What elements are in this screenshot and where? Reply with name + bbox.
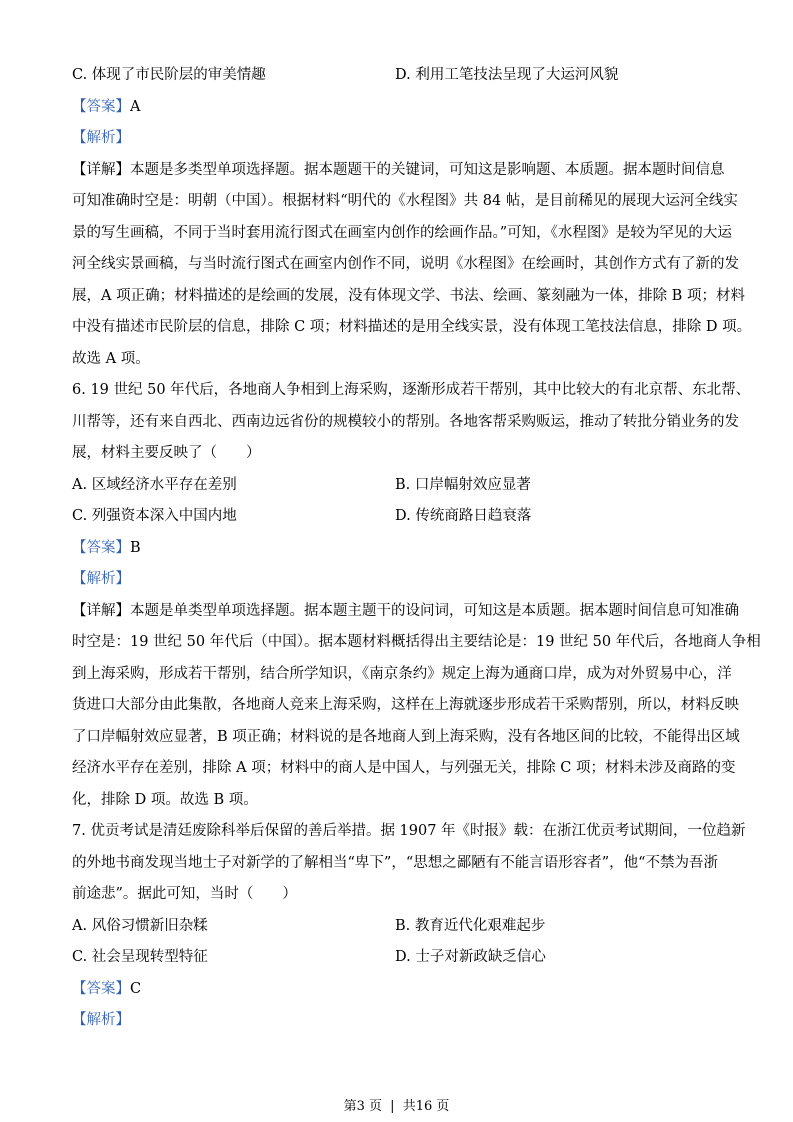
detail-line: 河全线实景画稿，与当时流行图式在画室内创作不同，说明《水程图》在绘画时，其创作方式有了新的发 xyxy=(72,256,739,272)
analysis-tag: 【解析】 xyxy=(72,571,130,587)
q6-stem xyxy=(72,375,751,470)
detail-line: 货进口大部分由此集散，各地商人竞来上海采购，这样在上海就逐步形成若干采购帮别，所以，材料反映 xyxy=(72,697,739,713)
detail-tag: 【详解】 xyxy=(72,161,130,178)
stem-line: 展，材料主要反映了（ ） xyxy=(72,445,261,461)
answer-value: B xyxy=(130,539,141,556)
detail-line: 可知准确时空是：明朝（中国）。根据材料“明代的《水程图》共 84 帖，是目前稀见的展现大运河全线实 xyxy=(72,193,738,209)
q6-analysis-heading xyxy=(72,564,722,596)
detail-line: 【详解】本题是单类型单项选择题。据本题主题干的设问词，可知这是本质题。据本题时间信息可知准确 xyxy=(72,602,739,619)
stem-line: 6. 19 世纪 50 年代后，各地商人争相到上海采购，逐渐形成若干帮别，其中比较大的有北京帮、东北帮、 xyxy=(72,382,751,398)
q7-analysis-heading xyxy=(72,1005,722,1037)
q6-option-c: C. 列强资本深入中国内地 xyxy=(72,508,237,524)
stem-line: 的外地书商发现当地士子对新学的了解相当“卑下”，“思想之鄙陋有不能言语形容者”，他“不禁为吾浙 xyxy=(72,854,719,871)
analysis-tag: 【解析】 xyxy=(72,130,130,146)
answer-tag: 【答案】 xyxy=(72,98,130,115)
q6-answer xyxy=(72,533,722,565)
document-page xyxy=(72,60,761,1037)
q7-option-c: C. 社会呈现转型特征 xyxy=(72,949,208,965)
q7-answer xyxy=(72,974,722,1006)
page-footer xyxy=(0,1095,793,1114)
q7-option-b: B. 教育近代化艰难起步 xyxy=(395,917,546,934)
q6-options-ab xyxy=(72,470,722,502)
detail-line: 故选 A 项。 xyxy=(72,350,150,367)
q7-option-a: A. 风俗习惯新旧杂糅 xyxy=(72,917,208,934)
detail-line: 展，A 项正确；材料描述的是绘画的发展，没有体现文学、书法、绘画、篆刻融为一体，排除 B 项；材料 xyxy=(72,287,745,304)
q5-answer xyxy=(72,92,722,124)
answer-value: C xyxy=(130,980,142,997)
stem-line: 7. 优贡考试是清廷废除科举后保留的善后举措。据 1907 年《时报》载：在浙江优贡考试期间，一位趋新 xyxy=(72,823,746,839)
q6-option-b: B. 口岸幅射效应显著 xyxy=(395,476,531,493)
answer-tag: 【答案】 xyxy=(72,980,130,997)
detail-line: 时空是：19 世纪 50 年代后（中国）。据本题材料概括得出主要结论是：19 世纪 50 年代后，各地商人争相 xyxy=(72,634,761,650)
footer-separator: | xyxy=(390,1099,395,1114)
q7-stem xyxy=(72,816,746,911)
q5-options-cd xyxy=(72,60,722,92)
detail-line: 经济水平存在差别，排除 A 项；材料中的商人是中国人，与列强无关，排除 C 项；材料未涉及商路的变 xyxy=(72,760,736,776)
stem-line: 川帮等，还有来自西北、西南边远省份的规模较小的帮别。各地客帮采购贩运，推动了转批分销业务的发 xyxy=(72,413,739,430)
q5-option-c: C. 体现了市民阶层的审美情趣 xyxy=(72,67,266,83)
q5-detail xyxy=(72,155,752,376)
q6-option-d: D. 传统商路日趋衰落 xyxy=(395,508,532,524)
analysis-tag: 【解析】 xyxy=(72,1012,130,1028)
q5-analysis-heading xyxy=(72,123,722,155)
q5-option-d: D. 利用工笔技法呈现了大运河风貌 xyxy=(395,67,619,83)
q7-options-ab xyxy=(72,911,722,943)
q6-option-a: A. 区域经济水平存在差别 xyxy=(72,476,237,493)
page-total: 共16 页 xyxy=(402,1099,450,1114)
answer-value: A xyxy=(130,98,141,115)
detail-tag: 【详解】 xyxy=(72,602,130,619)
q6-options-cd xyxy=(72,501,722,533)
detail-line: 景的写生画稿，不同于当时套用流行图式在画室内创作的绘画作品。”可知，《水程图》是较为罕见的大运 xyxy=(72,224,732,241)
q7-options-cd xyxy=(72,942,722,974)
q6-detail xyxy=(72,596,761,817)
detail-line: 了口岸幅射效应显著，B 项正确；材料说的是各地商人到上海采购，没有各地区间的比较，不能得出区域 xyxy=(72,728,740,745)
detail-line: 到上海采购，形成若干帮别，结合所学知识，《南京条约》规定上海为通商口岸，成为对外贸易中心，洋 xyxy=(72,665,732,682)
answer-tag: 【答案】 xyxy=(72,539,130,556)
detail-line: 中没有描述市民阶层的信息，排除 C 项；材料描述的是用全线实景，没有体现工笔技法信息，排除 D 项。 xyxy=(72,319,752,335)
detail-line: 【详解】本题是多类型单项选择题。据本题题干的关键词，可知这是影响题、本质题。据本题时间信息 xyxy=(72,161,725,178)
detail-line: 化，排除 D 项。故选 B 项。 xyxy=(72,791,258,808)
page-number: 第3 页 xyxy=(343,1099,383,1114)
q7-option-d: D. 士子对新政缺乏信心 xyxy=(395,949,546,965)
stem-line: 前途悲”。据此可知，当时（ ） xyxy=(72,886,297,902)
